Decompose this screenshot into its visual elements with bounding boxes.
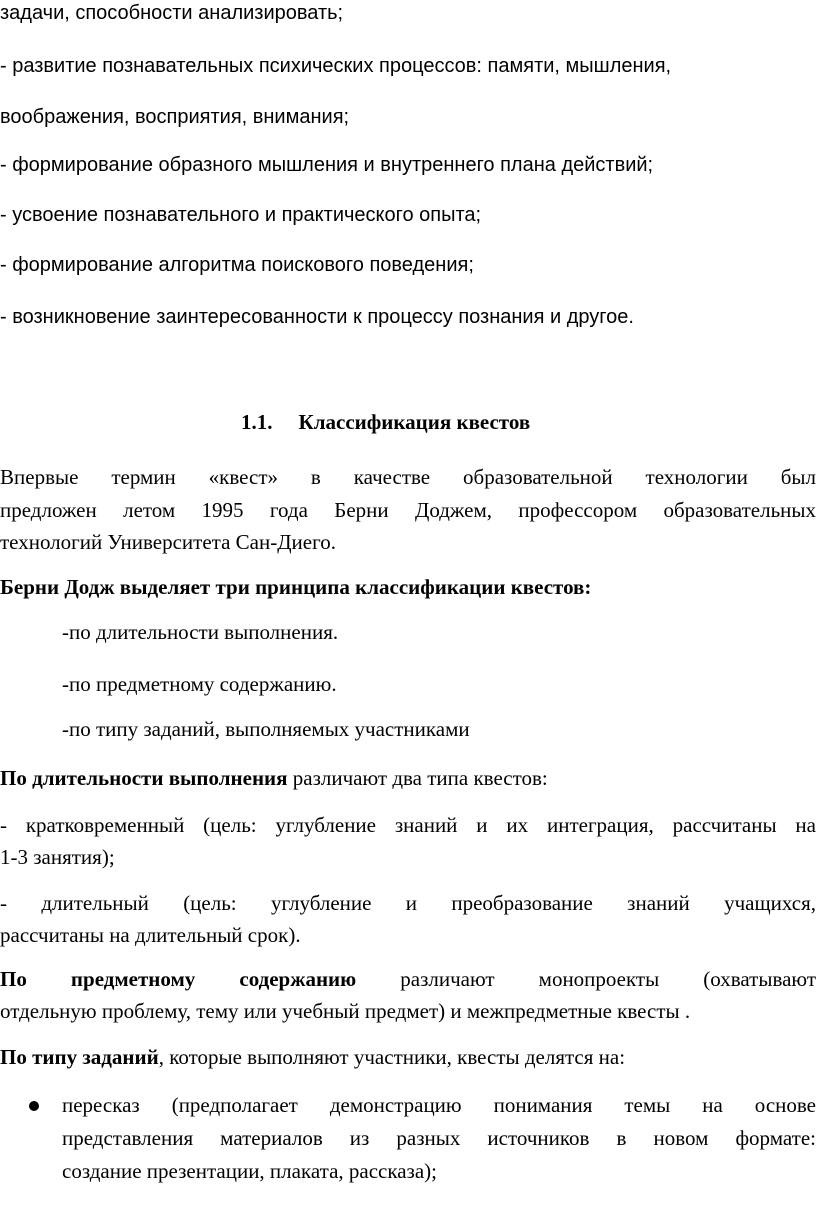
subject-word-3: содержанию: [239, 967, 357, 991]
tasktype-line: [0, 1045, 625, 1070]
bullet-line-1: пересказ (предполагает демонстрацию понимания темы на основе: [62, 1093, 816, 1117]
subject-line-2: отдельную проблему, тему или учебный предмет) и межпредметные квесты .: [0, 999, 691, 1023]
duration-short-line-1: - кратковременный (цель: углубление знаний и их интеграция, рассчитаны на: [0, 813, 816, 837]
principle-item-2: -по предметному содержанию.: [62, 672, 337, 696]
tasktype-rest: , которые выполняют участники, квесты делятся на:: [158, 1045, 626, 1069]
subject-line-1: [0, 967, 816, 992]
bullet-line-2: представления материалов из разных источников в новом формате:: [62, 1126, 816, 1150]
intro-line-6: - формирование алгоритма поискового поведения;: [0, 254, 474, 276]
intro-line-3: воображения, восприятия, внимания;: [0, 106, 350, 128]
para1-line-3: технологий Университета Сан-Диего.: [0, 530, 336, 554]
section-heading: [241, 410, 530, 435]
duration-long-line-2: рассчитаны на длительный срок).: [0, 923, 301, 947]
intro-line-5: - усвоение познавательного и практического опыта;: [0, 204, 482, 226]
intro-line-7: - возникновение заинтересованности к процессу познания и другое.: [0, 306, 634, 328]
duration-bold: По длительности выполнения: [0, 766, 288, 790]
principle-item-1: -по длительности выполнения.: [62, 620, 339, 644]
intro-line-4: - формирование образного мышления и внутреннего плана действий;: [0, 154, 654, 176]
subject-word-2: предметному: [70, 967, 196, 991]
duration-short-line-2: 1-3 занятия);: [0, 845, 115, 869]
principles-heading: Берни Додж выделяет три принципа классификации квестов:: [0, 575, 592, 599]
duration-long-line-1: - длительный (цель: углубление и преобразование знаний учащихся,: [0, 891, 816, 915]
duration-rest: различают два типа квестов:: [287, 766, 548, 790]
subject-word-1: По: [0, 967, 27, 991]
bullet-line-3: создание презентации, плаката, рассказа);: [62, 1159, 437, 1183]
section-title: Классификация квестов: [298, 410, 531, 434]
intro-line-2: - развитие познавательных психических процессов: памяти, мышления,: [0, 55, 672, 77]
tasktype-bold: По типу заданий: [0, 1045, 159, 1069]
duration-heading: [0, 766, 548, 791]
intro-line-1: задачи, способности анализировать;: [0, 2, 344, 24]
section-number: 1.1.: [241, 410, 273, 434]
para1-line-2: предложен летом 1995 года Берни Доджем, профессором образовательных: [0, 498, 816, 522]
subject-rest: различают монопроекты (охватывают: [400, 967, 816, 991]
bullet-icon: [29, 1101, 39, 1111]
principle-item-3: -по типу заданий, выполняемых участниками: [62, 717, 470, 741]
para1-line-1: Впервые термин «квест» в качестве образовательной технологии был: [0, 465, 816, 489]
